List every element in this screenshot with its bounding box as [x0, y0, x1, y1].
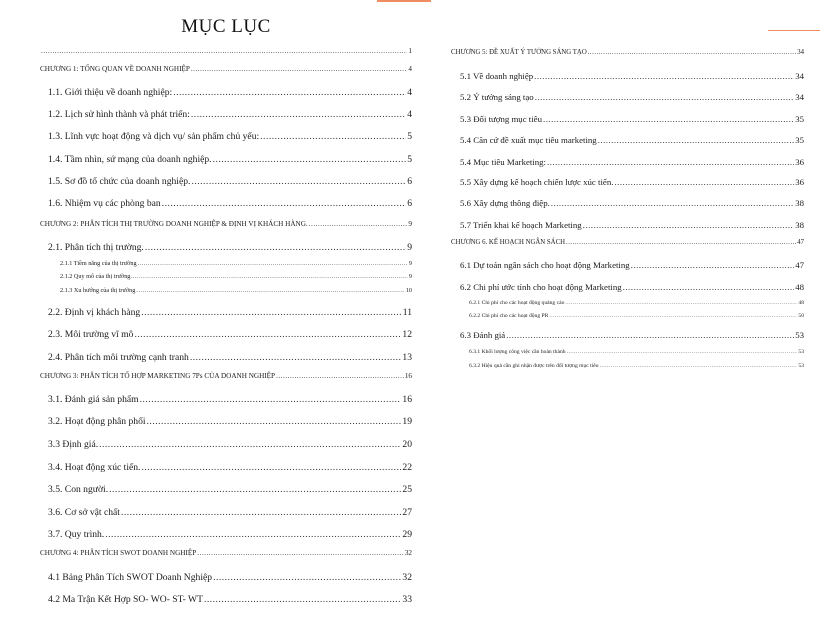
red-mark-right — [768, 30, 820, 31]
toc-leader-dots — [190, 353, 402, 363]
toc-entry[interactable] — [60, 288, 412, 294]
toc-entry[interactable] — [469, 350, 804, 356]
toc-leader-dots — [213, 155, 407, 165]
toc-entry-label: 2.4. Phân tích môi trường cạnh tranh — [48, 352, 189, 363]
toc-entry[interactable] — [48, 330, 412, 340]
toc-entry-label: 1.4. Tầm nhìn, sứ mạng của doanh nghiệp. — [48, 154, 212, 165]
toc-entry-label: 5.4 Mục tiêu Marketing: — [460, 157, 546, 167]
toc-entry-label: 3.7. Quy trình. — [48, 529, 105, 540]
toc-entry-label: CHƯƠNG 2: PHÂN TÍCH THỊ TRƯỜNG DOANH NGHIỆP & ĐỊNH VỊ KHÁCH HÀNG. — [40, 220, 308, 228]
toc-entry-label: 6.3.2 Hiệu quả cần ghi nhận được trên đối tượng mục tiêu — [469, 363, 599, 369]
toc-entry-label: 3.4. Hoạt động xúc tiến. — [48, 462, 141, 473]
toc-entry-page: 20 — [402, 439, 412, 450]
toc-entry-label: 5.1 Về doanh nghiệp — [460, 71, 534, 81]
toc-entry-page: 9 — [408, 260, 412, 267]
toc-entry-page: 36 — [795, 157, 804, 167]
toc-entry-page: 5 — [407, 131, 412, 142]
toc-entry-label: 1.2. Lịch sử hình thành và phát triển: — [48, 109, 190, 120]
toc-entry[interactable] — [48, 440, 412, 450]
toc-entry[interactable] — [460, 283, 804, 292]
toc-leader-dots — [173, 88, 406, 98]
toc-entry[interactable] — [451, 240, 804, 247]
toc-entry[interactable] — [48, 177, 412, 187]
toc-entry-page: 34 — [795, 92, 804, 102]
toc-entry[interactable] — [48, 88, 412, 98]
toc-entry-label: CHƯƠNG 4: PHÂN TÍCH SWOT DOANH NGHIỆP — [40, 549, 197, 557]
toc-entry[interactable] — [40, 66, 412, 73]
toc-entry-page: 38 — [795, 220, 804, 230]
toc-leader-dots — [614, 178, 794, 187]
toc-leader-dots — [276, 373, 404, 380]
toc-leader-dots — [260, 132, 406, 142]
toc-entry[interactable] — [48, 508, 412, 518]
toc-entry-page: 53 — [795, 330, 804, 340]
toc-entry-label: CHƯƠNG 1: TỔNG QUAN VỀ DOANH NGHIỆP — [40, 65, 190, 73]
toc-entry[interactable] — [48, 308, 412, 318]
toc-entry-label: 6.3 Đánh giá — [460, 330, 506, 340]
toc-entry-label: 5.2 Ý tưởng sáng tạo — [460, 92, 534, 102]
toc-leader-dots — [134, 330, 401, 340]
toc-entry-page: 9 — [408, 273, 412, 280]
toc-entry[interactable] — [40, 48, 412, 55]
toc-leader-dots — [99, 440, 401, 450]
toc-leader-dots — [543, 115, 794, 124]
toc-entry-page: 10 — [405, 287, 412, 294]
toc-entry-page: 48 — [795, 282, 804, 292]
toc-entry-label: 5.4 Căn cứ đề xuất mục tiêu marketing — [460, 135, 597, 145]
toc-leader-dots — [41, 48, 407, 55]
toc-entry[interactable] — [460, 136, 804, 145]
toc-entry[interactable] — [48, 417, 412, 427]
toc-entry-page: 19 — [402, 416, 412, 427]
toc-entry-page: 6 — [407, 176, 412, 187]
toc-entry-label: 1.1. Giới thiệu về doanh nghiệp: — [48, 87, 173, 98]
toc-entry-page: 9 — [408, 220, 412, 228]
toc-entry-label: 6.1 Dự toán ngân sách cho hoạt động Marketing — [460, 260, 630, 270]
toc-entry-page: 4 — [408, 65, 412, 73]
toc-entry-label: 6.3.1 Khối lượng công việc cần hoàn thành — [469, 349, 566, 355]
toc-entry-label: 2.1. Phân tích thị trường. — [48, 242, 144, 253]
toc-leader-dots — [197, 550, 404, 557]
toc-entry[interactable] — [460, 93, 804, 102]
toc-entry-page: 12 — [402, 329, 412, 340]
toc-entry[interactable] — [460, 72, 804, 81]
toc-entry-page: 34 — [795, 71, 804, 81]
toc-entry-page: 5 — [407, 154, 412, 165]
toc-entry-label: 1.6. Nhiệm vụ các phòng ban — [48, 198, 161, 209]
toc-entry-page: 33 — [402, 594, 412, 605]
toc-leader-dots — [547, 158, 794, 167]
toc-entry-label: 3.3 Định giá. — [48, 439, 99, 450]
toc-leader-dots — [133, 274, 408, 280]
toc-entry[interactable] — [48, 463, 412, 473]
toc-entry[interactable] — [460, 158, 804, 167]
toc-leader-dots — [566, 240, 796, 247]
toc-entry-page: 13 — [402, 352, 412, 363]
toc-entry-page: 34 — [797, 49, 804, 56]
toc-entry[interactable] — [469, 364, 804, 370]
toc-entry[interactable] — [460, 115, 804, 124]
toc-entry-page: 4 — [407, 87, 412, 98]
toc-entry-page: 47 — [795, 260, 804, 270]
toc-entry[interactable] — [48, 353, 412, 363]
toc-entry[interactable] — [469, 314, 804, 320]
toc-entry[interactable] — [48, 155, 412, 165]
toc-entry-label: 4.2 Ma Trận Kết Hợp SO- WO- ST- WT — [48, 594, 203, 605]
toc-entry-page: 35 — [795, 114, 804, 124]
toc-leader-dots — [631, 261, 795, 270]
toc-leader-dots — [549, 314, 797, 320]
toc-leader-dots — [535, 93, 795, 102]
toc-entry-page: 6 — [407, 198, 412, 209]
toc-entry[interactable] — [48, 110, 412, 120]
toc-entry[interactable] — [451, 50, 804, 57]
toc-entry[interactable] — [469, 301, 804, 307]
toc-entry-label: 2.1.2 Quy mô của thị trường. — [60, 273, 132, 280]
toc-entry[interactable] — [48, 243, 412, 253]
toc-entry-label: 1.5. Sơ đồ tổ chức của doanh nghiệp. — [48, 176, 191, 187]
toc-entry[interactable] — [48, 595, 412, 605]
toc-entry[interactable] — [48, 573, 412, 583]
toc-entry[interactable] — [48, 530, 412, 540]
toc-leader-dots — [141, 463, 401, 473]
toc-entry-page: 9 — [407, 242, 412, 253]
toc-leader-dots — [551, 199, 794, 208]
toc-entry-page: 35 — [795, 135, 804, 145]
toc-entry[interactable] — [60, 261, 412, 267]
toc-leader-dots — [147, 417, 402, 427]
toc-entry-page: 16 — [402, 394, 412, 405]
toc-leader-dots — [565, 301, 797, 307]
toc-entry[interactable] — [48, 485, 412, 495]
toc-leader-dots — [506, 331, 794, 340]
toc-entry-label: 2.3. Môi trường vĩ mô — [48, 329, 134, 340]
toc-entry-label: 2.2. Định vị khách hàng — [48, 307, 141, 318]
toc-leader-dots — [191, 110, 406, 120]
toc-entry-label: 6.2 Chi phí ước tính cho hoạt động Marketing — [460, 282, 622, 292]
toc-entry-label: 2.1.3 Xu hướng của thị trường — [60, 287, 136, 294]
toc-entry-label: 6.2.1 Chi phí cho các hoạt động quảng cáo — [469, 300, 565, 306]
toc-entry[interactable] — [460, 178, 804, 187]
toc-entry-label: 3.5. Con người. — [48, 484, 109, 495]
toc-leader-dots — [141, 308, 402, 318]
toc-entry[interactable] — [460, 261, 804, 270]
toc-leader-dots — [105, 530, 401, 540]
toc-leader-dots — [588, 50, 796, 57]
toc-entry-page: 27 — [402, 507, 412, 518]
toc-entry-page: 32 — [404, 549, 412, 557]
toc-entry-page: 4 — [407, 109, 412, 120]
toc-entry-label: 3.2. Hoạt động phân phối — [48, 416, 146, 427]
toc-entry-label: 5.6 Xây dựng thông điệp. — [460, 198, 550, 208]
toc-entry[interactable] — [48, 132, 412, 142]
toc-entry[interactable] — [460, 199, 804, 208]
toc-entry-page: 25 — [402, 484, 412, 495]
toc-leader-dots — [109, 485, 401, 495]
toc-entry-label: 6.2.2 Chi phí cho các hoạt động PR — [469, 313, 549, 319]
toc-entry-label: CHƯƠNG 3: PHÂN TÍCH TỔ HỢP MARKETING 7Ps CỦA DOANH NGHIỆP — [40, 372, 276, 380]
toc-leader-dots — [162, 199, 407, 209]
toc-entry-page: 53 — [798, 363, 804, 369]
toc-leader-dots — [213, 573, 401, 583]
toc-leader-dots — [534, 72, 794, 81]
toc-entry-page: 38 — [795, 198, 804, 208]
toc-leader-dots — [136, 288, 405, 294]
toc-entry-label: 5.5 Xây dựng kế hoạch chiến lược xúc tiến. — [460, 177, 614, 187]
toc-entry[interactable] — [460, 331, 804, 340]
toc-entry[interactable] — [48, 395, 412, 405]
toc-entry-label: CHƯƠNG 5: ĐỀ XUẤT Ý TƯỞNG SÁNG TẠO — [451, 49, 587, 56]
page-title: MỤC LỤC — [181, 16, 271, 37]
toc-entry-page: 50 — [798, 313, 804, 319]
toc-entry-label: 2.1.1 Tiềm năng của thị trường — [60, 260, 137, 267]
toc-entry-label: 4.1 Bảng Phân Tích SWOT Doanh Nghiệp — [48, 572, 213, 583]
toc-entry-page: 16 — [404, 372, 412, 380]
toc-leader-dots — [583, 221, 795, 230]
toc-entry-page: 1 — [408, 47, 412, 55]
toc-entry[interactable] — [40, 550, 412, 557]
toc-leader-dots — [623, 283, 795, 292]
toc-entry-page: 53 — [798, 349, 804, 355]
toc-entry-label: 5.3 Đối tượng mục tiêu — [460, 114, 542, 124]
toc-entry-page: 32 — [402, 572, 412, 583]
toc-entry[interactable] — [60, 274, 412, 280]
toc-entry[interactable] — [40, 221, 412, 228]
toc-entry[interactable] — [48, 199, 412, 209]
toc-leader-dots — [191, 66, 408, 73]
toc-entry-page: 29 — [402, 529, 412, 540]
toc-entry[interactable] — [40, 373, 412, 380]
toc-entry-page: 11 — [402, 307, 412, 318]
toc-leader-dots — [567, 350, 798, 356]
toc-entry-label: 3.1. Đánh giá sản phẩm — [48, 394, 139, 405]
toc-entry-page: 22 — [402, 462, 412, 473]
red-mark-top — [377, 0, 431, 2]
toc-leader-dots — [145, 243, 406, 253]
toc-leader-dots — [140, 395, 402, 405]
toc-entry-page: 36 — [795, 177, 804, 187]
toc-leader-dots — [121, 508, 401, 518]
toc-leader-dots — [600, 364, 798, 370]
toc-leader-dots — [138, 261, 408, 267]
toc-leader-dots — [309, 221, 408, 228]
toc-entry-label: 1.3. Lĩnh vực hoạt động và dịch vụ/ sản phẩm chủ yếu: — [48, 131, 260, 142]
toc-entry-page: 47 — [797, 239, 804, 246]
toc-entry-label: CHƯƠNG 6. KẾ HOẠCH NGÂN SÁCH — [451, 239, 566, 246]
toc-entry-page: 48 — [798, 300, 804, 306]
toc-leader-dots — [204, 595, 401, 605]
toc-entry-label: 3.6. Cơ sở vật chất — [48, 507, 120, 518]
toc-entry[interactable] — [460, 221, 804, 230]
toc-leader-dots — [191, 177, 406, 187]
toc-leader-dots — [598, 136, 795, 145]
toc-entry-label: 5.7 Triển khai kế hoạch Marketing — [460, 220, 582, 230]
